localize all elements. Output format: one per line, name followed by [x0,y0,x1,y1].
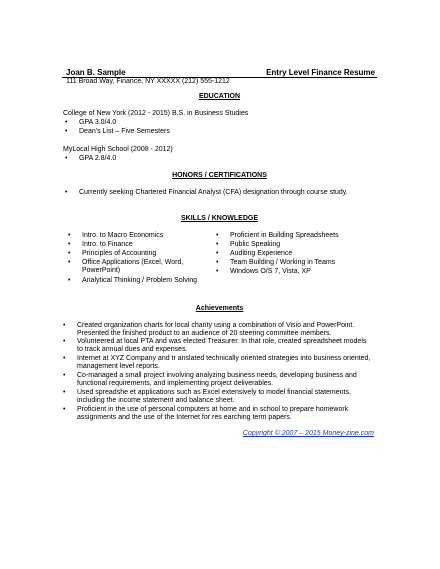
education-heading: EDUCATION [198,93,241,100]
skill-item: • Analytical Thinking / Problem Solving [82,277,197,285]
skill-item: • Public Speaking [230,241,280,249]
education-college-item: • GPA 3.0/4.0 [79,119,116,127]
skill-item: • Windows O/S 7, Vista, XP [230,268,311,276]
resume-title: Entry Level Finance Resume [266,68,375,77]
achievement-item: • Proficient in the use of personal computers at home and in school to prepare homework assignments and the use of the Internet for res earching term papers. [77,406,373,422]
skill-item: • Team Building / Working in Teams [230,259,335,267]
copyright-link[interactable]: Copyright © 2007 – 2015 Money-zine.com [242,430,374,437]
skills-heading: SKILLS / KNOWLEDGE [181,215,258,222]
honors-heading: HONORS / CERTIFICATIONS [172,172,267,179]
skill-item: • Auditing Experience [230,250,292,258]
skill-item: • Office Applications (Excel, Word, PowerPoint) [82,259,197,275]
education-highschool: MyLocal High School (2008 - 2012) [63,146,173,153]
achievements-heading: Achievements [195,305,244,312]
achievement-item: • Created organization charts for local charity using a combination of Visio and PowerPoint. Presented the finished product to an audience of 20 steering committee members. [77,322,373,338]
skill-item: • Principles of Accounting [82,250,156,258]
honors-item: • Currently seeking Chartered Financial Analyst (CFA) designation through course study. [79,189,348,197]
applicant-name: Joan B. Sample [66,68,126,77]
education-college-item: • Dean's List – Five Semesters [79,128,170,136]
achievement-item: • Internet at XYZ Company and tr anslated technically oriented strategies into business oriented, management level reports. [77,355,373,371]
education-college: College of New York (2012 - 2015) B.S. in Business Studies [63,110,249,117]
achievement-item: • Co-managed a small project involving analyzing business needs, developing business and functional requirements, and implementing project deliverables. [77,372,373,388]
skill-item: • Intro. to Macro Economics [82,232,163,240]
achievement-item: • Volunteered at local PTA and was elected Treasurer. In that role, created spreadsheet models to track annual dues and expenses. [77,338,373,354]
skill-item: • Proficient in Building Spreadsheets [230,232,339,240]
education-highschool-item: • GPA 2.8/4.0 [79,155,116,163]
skill-item: • Intro. to Finance [82,241,133,249]
achievement-item: • Used spreadshe et applications such as Excel extensively to model financial statements, including the income statement and balance sheet. [77,389,373,405]
contact-address: 111 Broad Way, Finance, NY XXXXX (212) 555-1212 [66,78,230,85]
